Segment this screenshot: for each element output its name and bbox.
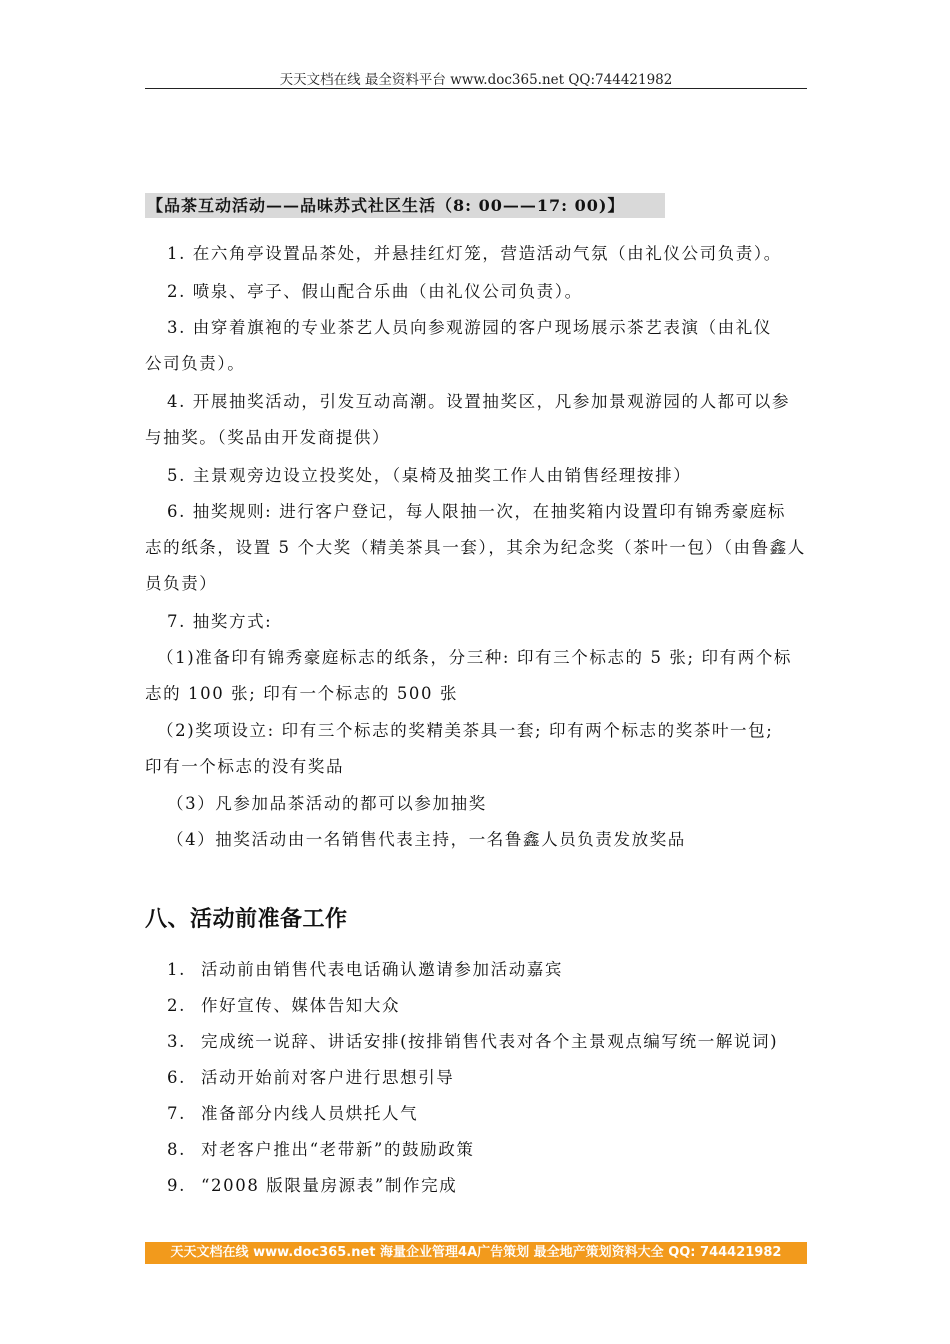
section-title: 【品茶互动活动——品味苏式社区生活（8: 00——17: 00)】 <box>145 193 665 218</box>
list-item-number: 1. <box>167 960 186 979</box>
list-item <box>145 1096 807 1132</box>
list-item <box>145 1132 807 1168</box>
paragraph-line: 5. 主景观旁边设立投奖处，（桌椅及抽奖工作人由销售经理按排） <box>167 466 692 485</box>
paragraph-line: 4. 开展抽奖活动，引发互动高潮。设置抽奖区，凡参加景观游园的人都可以参 <box>167 392 791 411</box>
header-divider <box>145 88 807 89</box>
paragraph-line: 7. 抽奖方式: <box>167 612 273 631</box>
page-header: 天天文档在线 最全资料平台 www.doc365.net QQ:744421982 <box>279 72 673 88</box>
list-item-number: 7. <box>167 1104 186 1123</box>
paragraph <box>145 384 807 456</box>
list-item-number: 6. <box>167 1068 186 1087</box>
paragraph-line: 公司负责）。 <box>145 354 246 373</box>
preparation-list <box>145 952 807 1204</box>
list-item <box>145 1168 807 1204</box>
list-item <box>145 988 807 1024</box>
paragraph <box>145 274 807 310</box>
list-item-text: “2008 版限量房源表”制作完成 <box>201 1176 458 1195</box>
paragraph <box>145 786 807 822</box>
chapter-heading: 八、活动前准备工作 <box>145 907 348 932</box>
paragraph-line: 志的 100 张; 印有一个标志的 500 张 <box>145 684 459 703</box>
paragraph <box>145 236 807 272</box>
paragraph <box>145 494 807 602</box>
paragraph <box>145 604 807 640</box>
paragraph-line: （4）抽奖活动由一名销售代表主持，一名鲁鑫人员负责发放奖品 <box>167 830 686 849</box>
list-item-number: 9. <box>167 1176 186 1195</box>
list-item-number: 2. <box>167 996 186 1015</box>
paragraph-line: （2)奖项设立: 印有三个标志的奖精美茶具一套; 印有两个标志的奖茶叶一包; <box>157 721 774 740</box>
list-item-text: 对老客户推出“老带新”的鼓励政策 <box>201 1140 475 1159</box>
footer-banner: 天天文档在线 www.doc365.net 海量企业管理4A广告策划 最全地产策划资料大全 QQ: 744421982 <box>145 1242 807 1264</box>
paragraph-line: 志的纸条，设置 5 个大奖（精美茶具一套），其余为纪念奖（茶叶一包）（由鲁鑫人 <box>145 538 806 557</box>
paragraph-line: （3）凡参加品茶活动的都可以参加抽奖 <box>167 794 487 813</box>
list-item <box>145 952 807 988</box>
paragraph-line: 1. 在六角亭设置品茶处，并悬挂红灯笼，营造活动气氛（由礼仪公司负责）。 <box>167 244 782 263</box>
paragraph-line: 3. 由穿着旗袍的专业茶艺人员向参观游园的客户现场展示茶艺表演（由礼仪 <box>167 318 772 337</box>
paragraph <box>145 310 807 382</box>
paragraph <box>145 822 807 858</box>
list-item-text: 活动开始前对客户进行思想引导 <box>201 1068 455 1087</box>
paragraph-line: （1)准备印有锦秀豪庭标志的纸条，分三种: 印有三个标志的 5 张; 印有两个标 <box>157 648 793 667</box>
list-item-text: 活动前由销售代表电话确认邀请参加活动嘉宾 <box>201 960 563 979</box>
list-item-text: 完成统一说辞、讲话安排(按排销售代表对各个主景观点编写统一解说词) <box>201 1032 779 1051</box>
paragraph-line: 印有一个标志的没有奖品 <box>145 757 345 776</box>
list-item <box>145 1060 807 1096</box>
list-item-text: 作好宣传、媒体告知大众 <box>201 996 401 1015</box>
paragraph <box>145 458 807 494</box>
list-item-number: 8. <box>167 1140 186 1159</box>
paragraph <box>145 640 807 712</box>
paragraph <box>145 713 807 785</box>
list-item <box>145 1024 807 1060</box>
paragraph-line: 员负责） <box>145 574 218 593</box>
list-item-text: 准备部分内线人员烘托人气 <box>201 1104 419 1123</box>
paragraph-line: 6. 抽奖规则: 进行客户登记，每人限抽一次，在抽奖箱内设置印有锦秀豪庭标 <box>167 502 786 521</box>
paragraph-line: 与抽奖。（奖品由开发商提供） <box>145 428 391 447</box>
list-item-number: 3. <box>167 1032 186 1051</box>
paragraph-line: 2. 喷泉、亭子、假山配合乐曲（由礼仪公司负责）。 <box>167 282 583 301</box>
